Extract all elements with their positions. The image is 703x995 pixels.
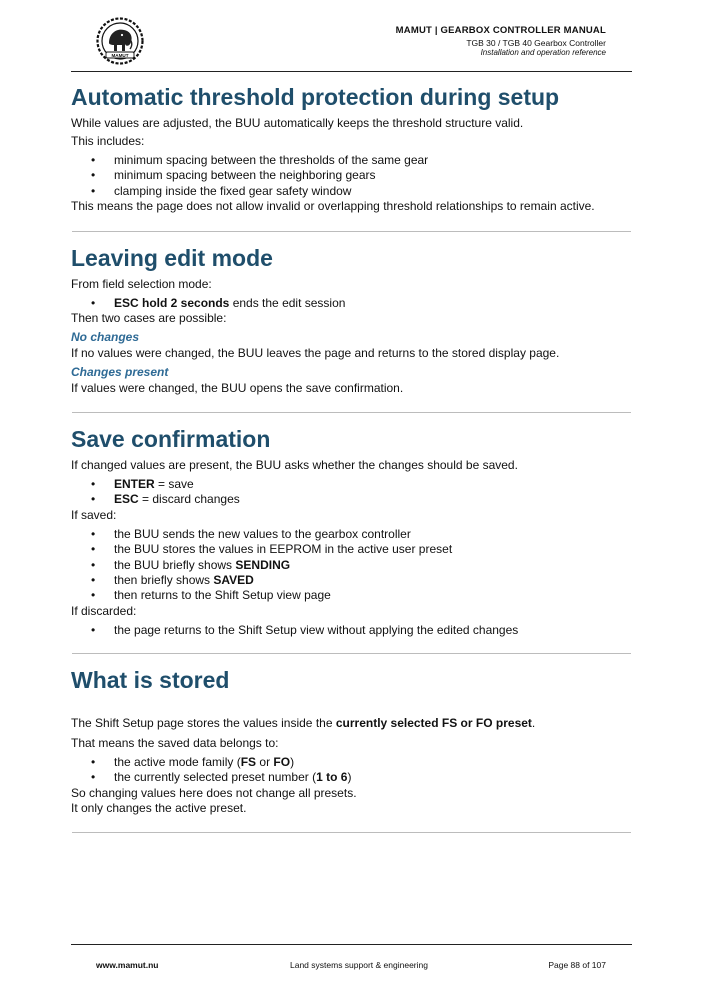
paragraph: This means the page does not allow invalid or overlapping threshold relationships to remain active. <box>71 199 595 214</box>
list-item: • the currently selected preset number (1 to 6) <box>71 770 632 785</box>
header-rule <box>71 71 632 72</box>
bullet-list <box>71 477 632 508</box>
section-leaving-edit-mode <box>71 244 632 396</box>
header-subtitle: TGB 30 / TGB 40 Gearbox Controller <box>466 38 606 48</box>
section-threshold-protection <box>71 83 632 214</box>
subheading-no-changes: No changes <box>71 330 140 345</box>
paragraph: Then two cases are possible: <box>71 311 227 326</box>
footer-website: www.mamut.nu <box>96 960 159 970</box>
mamut-logo <box>95 16 145 66</box>
paragraph: While values are adjusted, the BUU automatically keeps the threshold structure valid. <box>71 116 524 130</box>
paragraph: If discarded: <box>71 603 137 618</box>
bullet-list <box>71 755 632 786</box>
section-divider <box>72 653 631 654</box>
header-subtitle-italic: Installation and operation reference <box>480 48 606 57</box>
list-item: • the page returns to the Shift Setup view without applying the edited changes <box>71 623 632 638</box>
list-item: • the BUU briefly shows SENDING <box>71 558 632 573</box>
list-item: • then briefly shows SAVED <box>71 573 632 588</box>
section-heading: Leaving edit mode <box>71 245 273 271</box>
section-heading: Automatic threshold protection during setup <box>71 84 560 110</box>
bullet-list <box>71 153 632 199</box>
paragraph: From field selection mode: <box>71 277 212 291</box>
list-item: • ESC hold 2 seconds ends the edit session <box>71 296 632 311</box>
paragraph: So changing values here does not change all presets. <box>71 785 357 800</box>
section-heading: Save confirmation <box>71 426 271 452</box>
paragraph: If saved: <box>71 507 117 522</box>
paragraph: The Shift Setup page stores the values inside the currently selected FS or FO preset. <box>71 716 536 730</box>
footer-rule <box>71 944 632 945</box>
list-item: • ENTER = save <box>71 477 632 492</box>
footer-page-number: Page 88 of 107 <box>548 960 606 970</box>
section-what-is-stored <box>71 666 632 816</box>
list-item: • the BUU stores the values in EEPROM in the active user preset <box>71 542 632 557</box>
list-item: • the BUU sends the new values to the gearbox controller <box>71 527 632 542</box>
list-item: • then returns to the Shift Setup view page <box>71 588 632 603</box>
list-item: • minimum spacing between the thresholds of the same gear <box>71 153 632 168</box>
section-divider <box>72 231 631 232</box>
bullet-list <box>71 623 632 638</box>
list-item: • minimum spacing between the neighboring gears <box>71 168 632 183</box>
subheading-changes-present: Changes present <box>71 365 169 380</box>
paragraph: That means the saved data belongs to: <box>71 736 279 750</box>
section-divider <box>72 832 631 833</box>
paragraph: This includes: <box>71 134 145 148</box>
bullet-list <box>71 527 632 604</box>
paragraph: If changed values are present, the BUU asks whether the changes should be saved. <box>71 458 518 472</box>
svg-text:MAMUT: MAMUT <box>111 52 129 58</box>
paragraph: It only changes the active preset. <box>71 800 247 815</box>
bullet-list <box>71 296 632 311</box>
section-save-confirmation <box>71 425 632 638</box>
list-item: • the active mode family (FS or FO) <box>71 755 632 770</box>
section-heading: What is stored <box>71 667 230 693</box>
paragraph: If values were changed, the BUU opens the save confirmation. <box>71 381 404 396</box>
list-item: • ESC = discard changes <box>71 492 632 507</box>
footer-tagline: Land systems support & engineering <box>290 960 428 970</box>
header-title: MAMUT | GEARBOX CONTROLLER MANUAL <box>395 25 606 36</box>
list-item: • clamping inside the fixed gear safety window <box>71 184 632 199</box>
paragraph: If no values were changed, the BUU leaves the page and returns to the stored display page. <box>71 346 560 361</box>
section-divider <box>72 412 631 413</box>
